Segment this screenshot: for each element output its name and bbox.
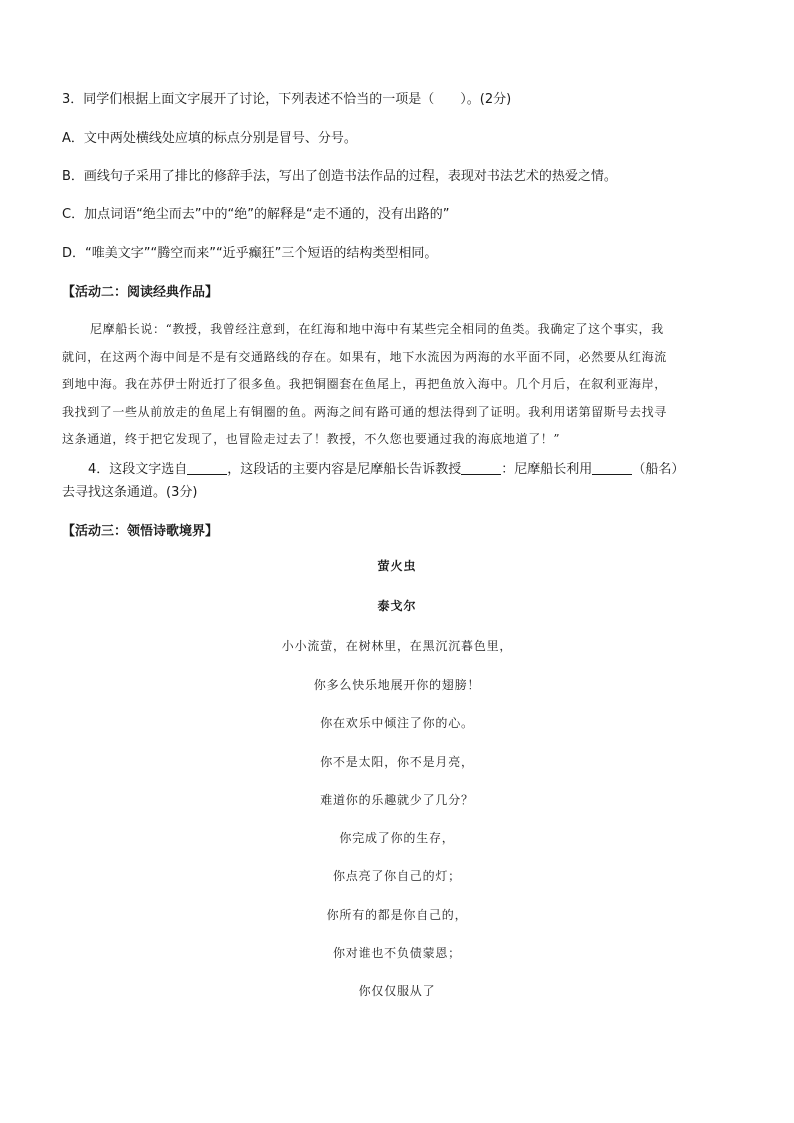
poem-line: 你对谁也不负债蒙恩；: [332, 946, 461, 960]
poem-line: 你不是太阳，你不是月亮，: [320, 755, 474, 769]
answer-blank-source[interactable]: [187, 460, 227, 475]
poem-line: 小小流萤，在树林里，在黑沉沉暮色里，: [281, 639, 513, 653]
poem-line: 你多么快乐地展开你的翅膀！: [313, 678, 481, 692]
passage-line: 这条通道，终于把它发现了，也冒险走过去了！教授，不久您也要通过我的海底地道了！”: [62, 432, 561, 447]
passage-line: 就问，在这两个海中间是不是有交通路线的存在。如果有，地下水流因为两海的水平面不同，必然要从红海流: [62, 349, 667, 364]
passage-line: 到地中海。我在苏伊士附近打了很多鱼。我把铜圈套在鱼尾上，再把鱼放入海中。几个月后，在叙利亚海岸，: [62, 377, 667, 392]
poem-author: 泰戈尔: [377, 599, 417, 613]
poem-line: 你仅仅服从了: [358, 984, 436, 998]
question-3-option-b: B．画线句子采用了排比的修辞手法，写出了创造书法作品的过程，表现对书法艺术的热爱之情。: [62, 169, 617, 184]
poem-line: 你完成了你的生存，: [339, 831, 455, 845]
activity-2-heading: 【活动二：阅读经典作品】: [62, 285, 219, 300]
question-4-text: ：尼摩船长利用: [501, 462, 593, 477]
question-4-text: 去寻找这条通道。(3分): [62, 485, 198, 500]
question-3-option-d: D．“唯美文字”“腾空而来”“近乎癫狂”三个短语的结构类型相同。: [62, 246, 438, 261]
answer-blank-content[interactable]: [461, 460, 501, 475]
reading-passage: [62, 316, 738, 454]
question-4-text: 4．这段文字选自: [88, 462, 188, 477]
question-3-stem: 3．同学们根据上面文字展开了讨论，下列表述不恰当的一项是（ ）。(2分): [62, 92, 512, 107]
question-3-option-c: C．加点词语“绝尘而去”中的“绝”的解释是“走不通的，没有出路的”: [62, 207, 450, 222]
poem-title: 萤火虫: [377, 559, 417, 573]
poem-line: 你所有的都是你自己的，: [326, 908, 468, 922]
activity-3-heading: 【活动三：领悟诗歌境界】: [62, 524, 219, 539]
question-4: [62, 458, 742, 504]
question-4-text: （船名）: [632, 462, 685, 477]
answer-blank-ship-name[interactable]: [592, 460, 632, 475]
passage-line: 尼摩船长说：“教授，我曾经注意到，在红海和地中海中有某些完全相同的鱼类。我确定了这个事实，我: [90, 322, 664, 336]
question-4-text: ，这段话的主要内容是尼摩船长告诉教授: [227, 462, 462, 477]
poem-line: 你点亮了你自己的灯；: [332, 869, 461, 883]
poem-line: 难道你的乐趣就少了几分？: [320, 793, 474, 807]
passage-line: 我找到了一些从前放走的鱼尾上有铜圈的鱼。两海之间有路可通的想法得到了证明。我利用诺第留斯号去找寻: [62, 404, 667, 419]
question-3-option-a: A．文中两处横线处应填的标点分别是冒号、分号。: [62, 131, 357, 146]
poem-line: 你在欢乐中倾注了你的心。: [320, 716, 474, 730]
